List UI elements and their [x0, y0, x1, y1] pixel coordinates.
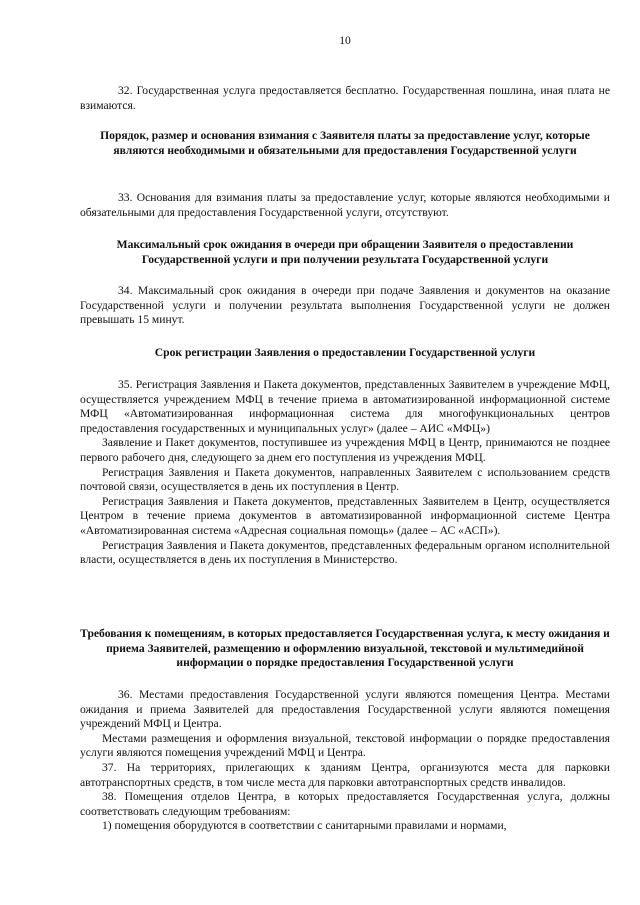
section-heading: Требования к помещениям, в которых предоставляется Государственная услуга, к месту ожидания и приема Заявителей, размещению и оформлению визуальной, текстовой и мультимедийной информации о порядке предоставления Государственной услуги: [80, 627, 610, 670]
paragraph: 1) помещения оборудуются в соответствии с санитарными правилами и нормами,: [102, 819, 507, 833]
section-35: [80, 378, 610, 568]
section-36-38: [80, 688, 610, 834]
paragraph: 35. Регистрация Заявления и Пакета документов, представленных Заявителем в учреждение МФЦ, осуществляется учреждением МФЦ в течение приема в автоматизированной информационной системе МФЦ «Автоматизированная информационная система для многофункциональных центров предоставления государственных и муниципальных услуг» (далее – АИС «МФЦ»): [80, 378, 610, 435]
heading-registration: [80, 346, 610, 361]
paragraph: 33. Основания для взимания платы за предоставление услуг, которые являются необходимыми и обязательными для предоставления Государственной услуги, отсутствуют.: [80, 191, 610, 219]
paragraph: 37. На территориях, прилегающих к зданиям Центра, организуются места для парковки автотранспортных средств, в том числе места для парковки автотранспортных средств инвалидов.: [80, 760, 610, 789]
paragraph: Регистрация Заявления и Пакета документов, представленных федеральным органом исполнительной власти, осуществляется в день их поступления в Министерство.: [80, 538, 610, 567]
paragraph: 36. Местами предоставления Государственной услуги являются помещения Центра. Местами ожидания и приема Заявителей для предоставления Государственной услуги являются помещения учреждений МФЦ и Центра.: [80, 688, 610, 731]
section-heading: Максимальный срок ожидания в очереди при обращении Заявителя о предоставлении Государственной услуги и при получении результата Государственной услуги: [116, 238, 574, 266]
section-34: [80, 284, 610, 328]
section-heading: Порядок, размер и основания взимания с Заявителя платы за предоставление услуг, которые являются необходимыми и обязательными для предоставления Государственной услуги: [100, 129, 590, 157]
page-number: 10: [339, 34, 351, 47]
heading-premises: [80, 627, 610, 671]
heading-payment: [80, 129, 610, 158]
paragraph: 32. Государственная услуга предоставляется бесплатно. Государственная пошлина, иная плата не взимаются.: [80, 84, 610, 112]
section-heading: Срок регистрации Заявления о предоставлении Государственной услуги: [154, 346, 536, 359]
paragraph: Местами размещения и оформления визуальной, текстовой информации о порядке предоставления услуги являются помещения учреждений МФЦ и Центра.: [80, 731, 610, 760]
heading-queue: [80, 238, 610, 267]
paragraph: Регистрация Заявления и Пакета документов, представленных Заявителем в Центр, осуществляется Центром в течение приема документов в автоматизированной информационной системе Центра «Автоматизированная система «Адресная социальная помощь» (далее – АС «АСП»).: [80, 494, 610, 537]
section-33: [80, 191, 610, 220]
paragraph: 38. Помещения отделов Центра, в которых предоставляется Государственная услуга, должны соответствовать следующим требованиям:: [80, 790, 610, 818]
paragraph: Регистрация Заявления и Пакета документов, направленных Заявителем с использованием средств почтовой связи, осуществляется в день их поступления в Центр.: [80, 465, 610, 494]
paragraph: Заявление и Пакет документов, поступившее из учреждения МФЦ в Центр, принимаются не позднее первого рабочего дня, следующего за днем его поступления из учреждения МФЦ.: [80, 436, 610, 464]
section-32: [80, 84, 610, 113]
paragraph: 34. Максимальный срок ожидания в очереди при подаче Заявления и документов на оказание Государственной услуги и получении результата выполнения Государственной услуги не должен превышать 15 минут.: [80, 284, 610, 327]
